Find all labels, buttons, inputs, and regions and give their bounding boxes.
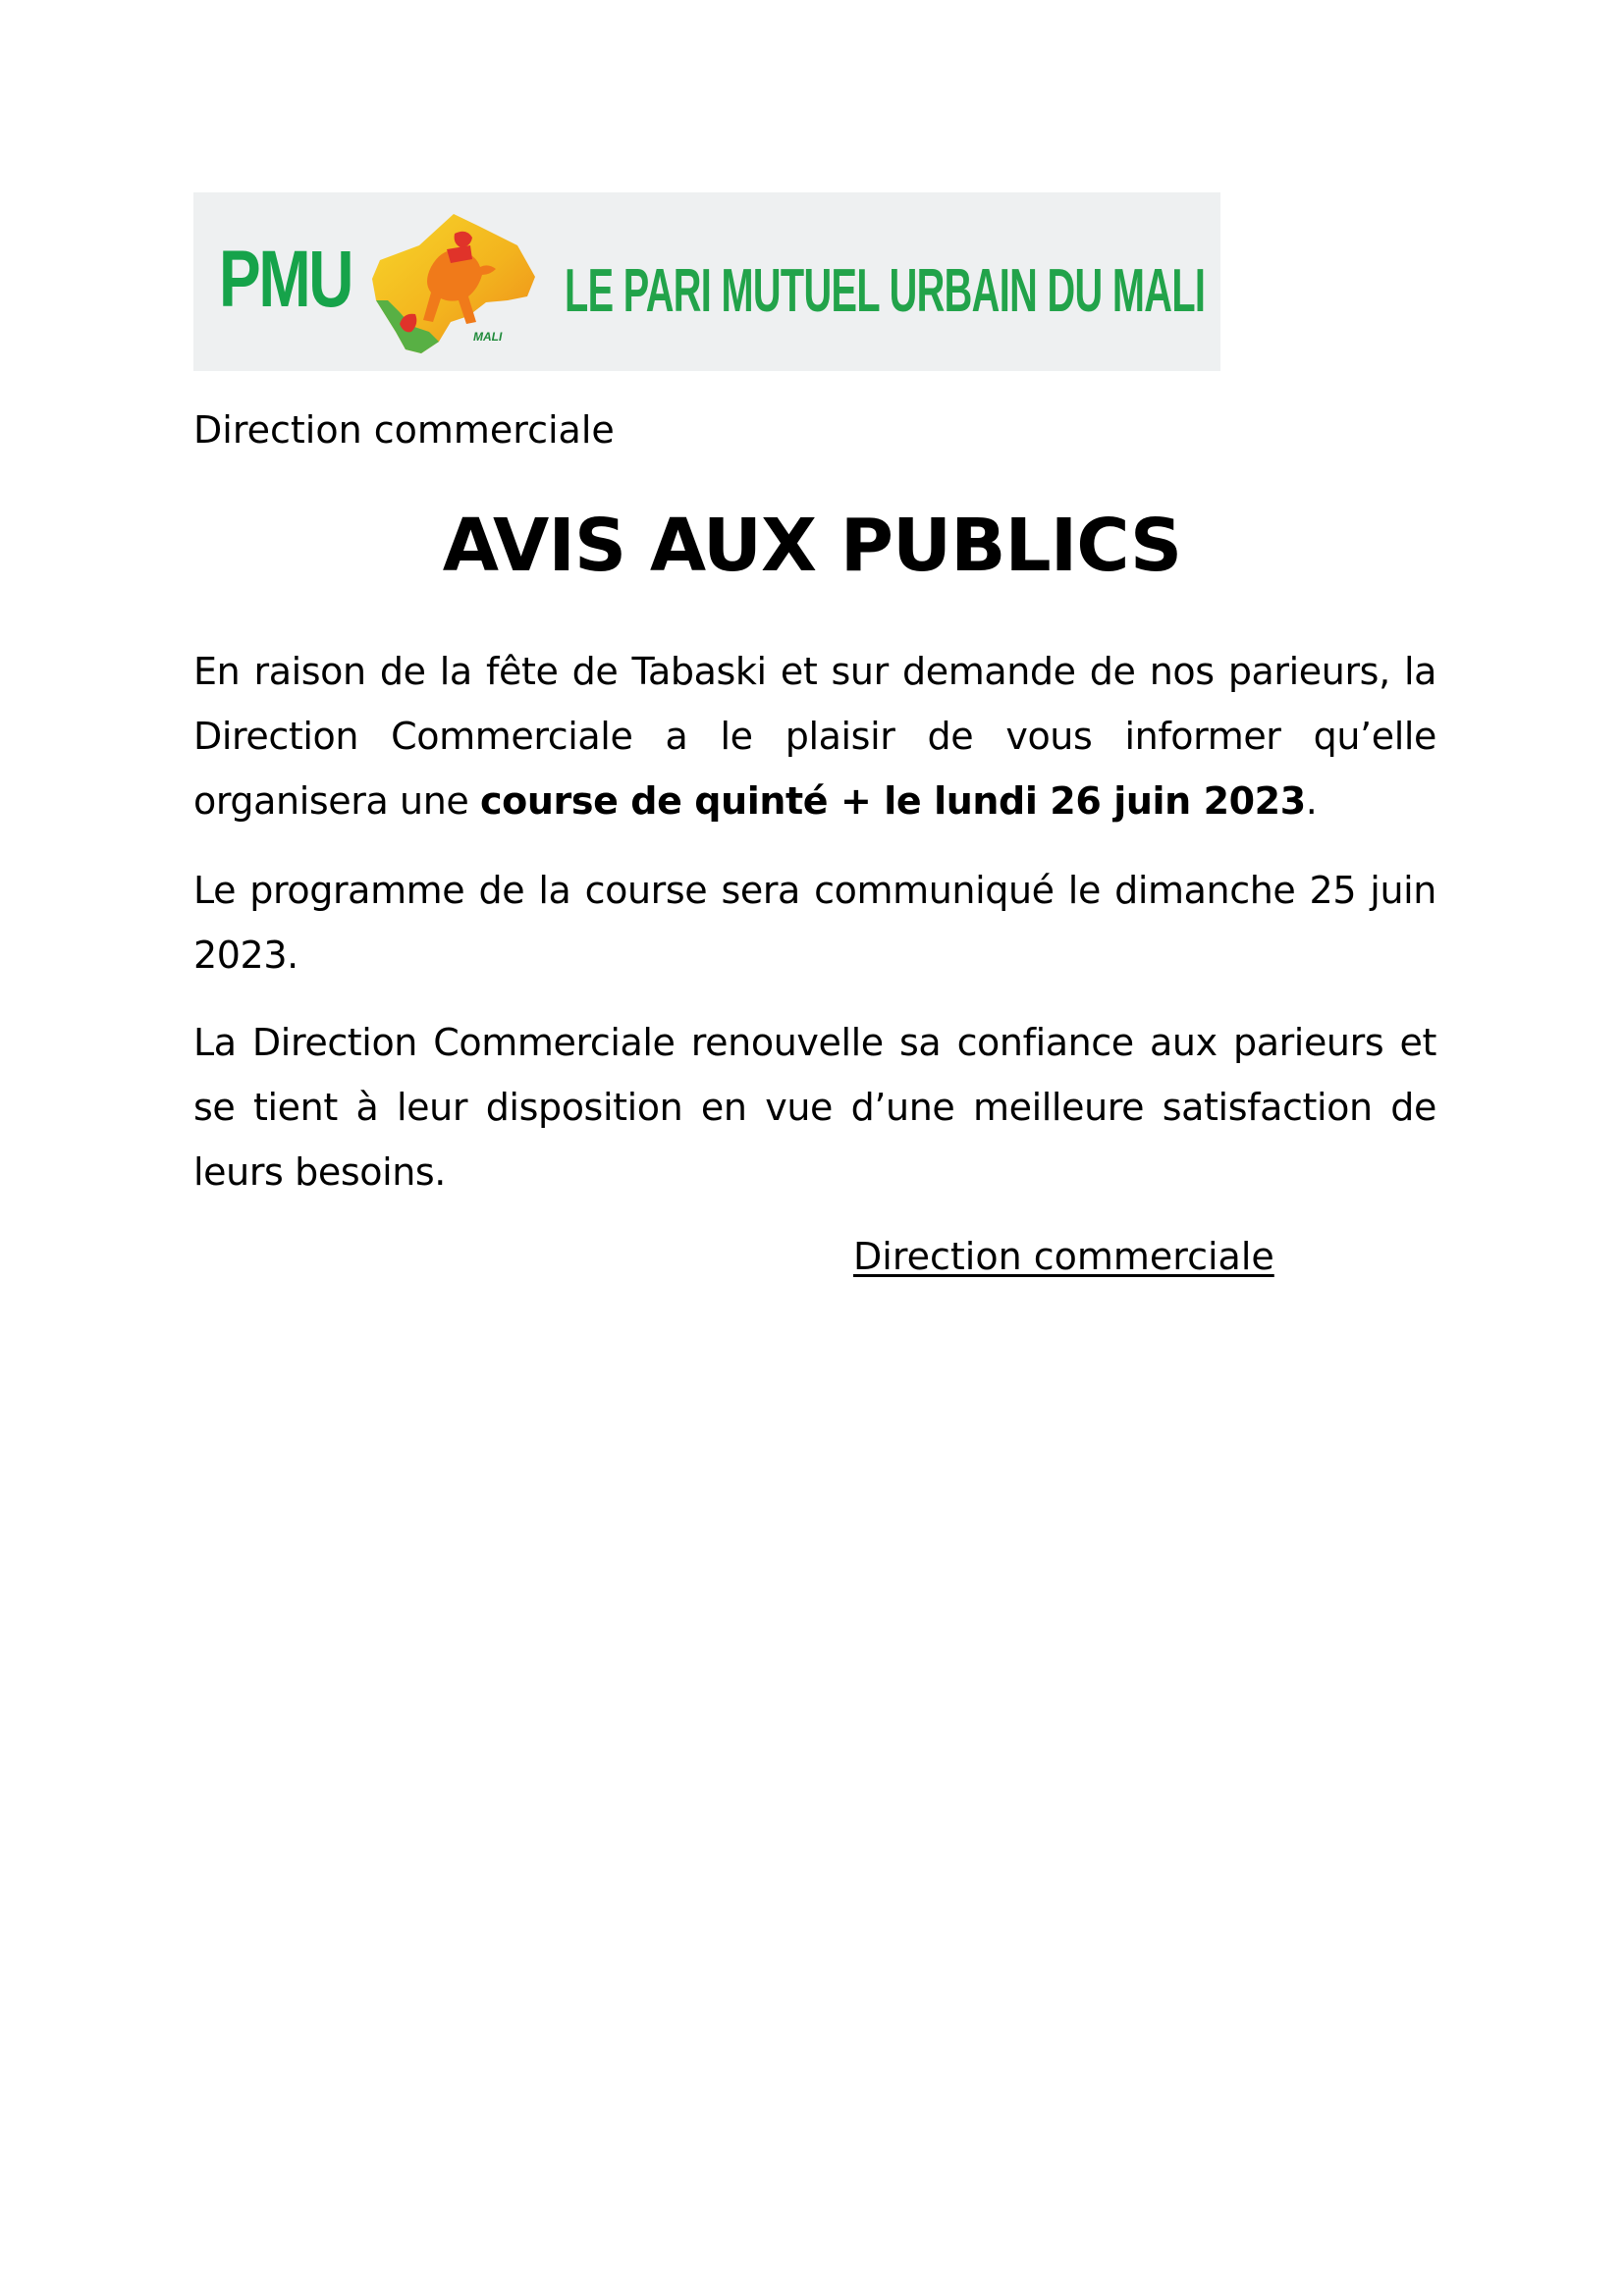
announcement-tail: . bbox=[1305, 779, 1318, 823]
logo-country-text: MALI bbox=[473, 330, 503, 344]
logo-brand-text: PMU bbox=[219, 235, 352, 324]
signature: Direction commerciale bbox=[853, 1235, 1274, 1278]
announcement-emphasis: course de quinté + le lundi 26 juin 2023 bbox=[480, 779, 1306, 823]
mali-map-horse-icon bbox=[360, 206, 557, 363]
logo-tagline: LE PARI MUTUEL URBAIN DU MALI bbox=[565, 257, 1206, 325]
paragraph-announcement bbox=[193, 639, 1436, 833]
paragraph-confidence: La Direction Commerciale renouvelle sa confiance aux parieurs et se tient à leur disposition en vue d’une meilleure satisfaction de leurs besoins. bbox=[193, 1021, 1436, 1194]
announcement-lead: En raison de la fête de Tabaski et sur demande de nos parieurs, la Direction Commerciale a le plaisir de vous informer qu’elle organisera une bbox=[193, 650, 1436, 823]
notice-title: AVIS AUX PUBLICS bbox=[442, 504, 1182, 588]
pmu-logo-banner bbox=[193, 192, 1220, 371]
paragraph-program: Le programme de la course sera communiqué le dimanche 25 juin 2023. bbox=[193, 869, 1436, 977]
department-header: Direction commerciale bbox=[193, 408, 615, 452]
